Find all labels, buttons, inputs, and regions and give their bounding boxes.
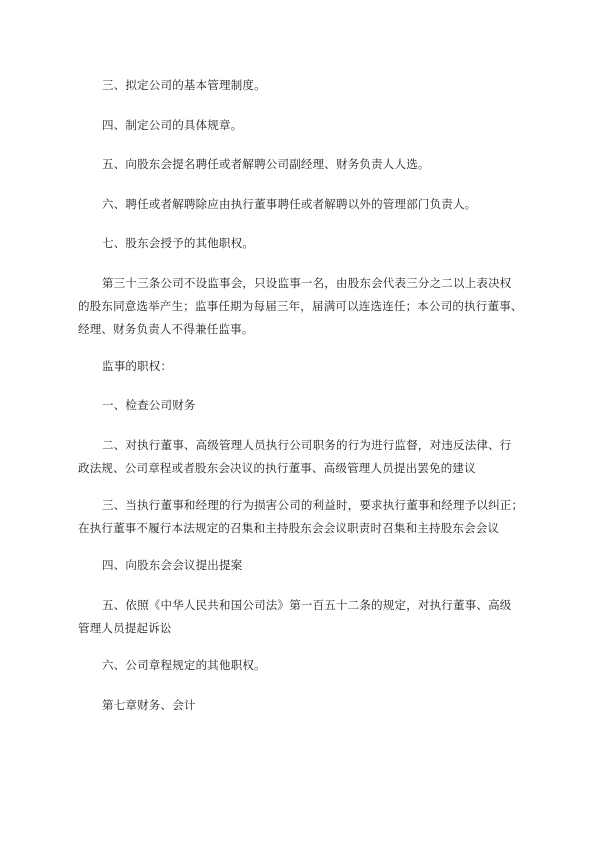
text-line: 第三十三条公司不设监事会，只设监事一名，由股东会代表三分之二以上表决权	[102, 276, 512, 290]
text-line: 监事的职权：	[102, 359, 173, 373]
text-line: 四、向股东会会议提出提案	[102, 558, 243, 572]
text-line: 二、对执行董事、高级管理人员执行公司职务的行为进行监督，对违反法律、行	[102, 438, 512, 452]
paragraph	[78, 594, 522, 640]
paragraph	[78, 232, 522, 255]
paragraph	[78, 153, 522, 176]
paragraph	[78, 434, 522, 480]
text-line: 七、股东会授予的其他职权。	[102, 236, 255, 250]
text-line: 管理人员提起诉讼	[78, 621, 172, 635]
text-line: 三、拟定公司的基本管理制度。	[102, 78, 266, 92]
text-line: 四、制定公司的具体规章。	[102, 118, 243, 132]
paragraph	[78, 74, 522, 97]
text-line: 第七章财务、会计	[102, 698, 196, 712]
text-line: 经理、财务负责人不得兼任监事。	[78, 322, 254, 336]
text-line: 五、依照《中华人民共和国公司法》第一百五十二条的规定，对执行董事、高级	[102, 598, 512, 612]
paragraph	[78, 272, 522, 341]
text-line: 五、向股东会提名聘任或者解聘公司副经理、财务负责人人选。	[102, 157, 430, 171]
text-line: 三、当执行董事和经理的行为损害公司的利益时，要求执行董事和经理予以纠正；	[102, 498, 524, 512]
paragraph	[78, 654, 522, 677]
paragraph	[78, 394, 522, 417]
text-line: 一、检查公司财务	[102, 398, 196, 412]
text-line: 在执行董事不履行本法规定的召集和主持股东会会议职责时召集和主持股东会会议	[78, 521, 500, 535]
chapter-heading	[78, 694, 522, 717]
paragraph	[78, 494, 522, 540]
text-line: 政法规、公司章程或者股东会决议的执行董事、高级管理人员提出罢免的建议	[78, 461, 476, 475]
text-line: 的股东同意选举产生；监事任期为每届三年，届满可以连选连任；本公司的执行董事、	[78, 299, 523, 313]
paragraph	[78, 193, 522, 216]
paragraph	[78, 114, 522, 137]
text-line: 六、公司章程规定的其他职权。	[102, 658, 266, 672]
text-line: 六、聘任或者解聘除应由执行董事聘任或者解聘以外的管理部门负责人。	[102, 197, 477, 211]
paragraph	[78, 355, 522, 378]
paragraph	[78, 554, 522, 577]
